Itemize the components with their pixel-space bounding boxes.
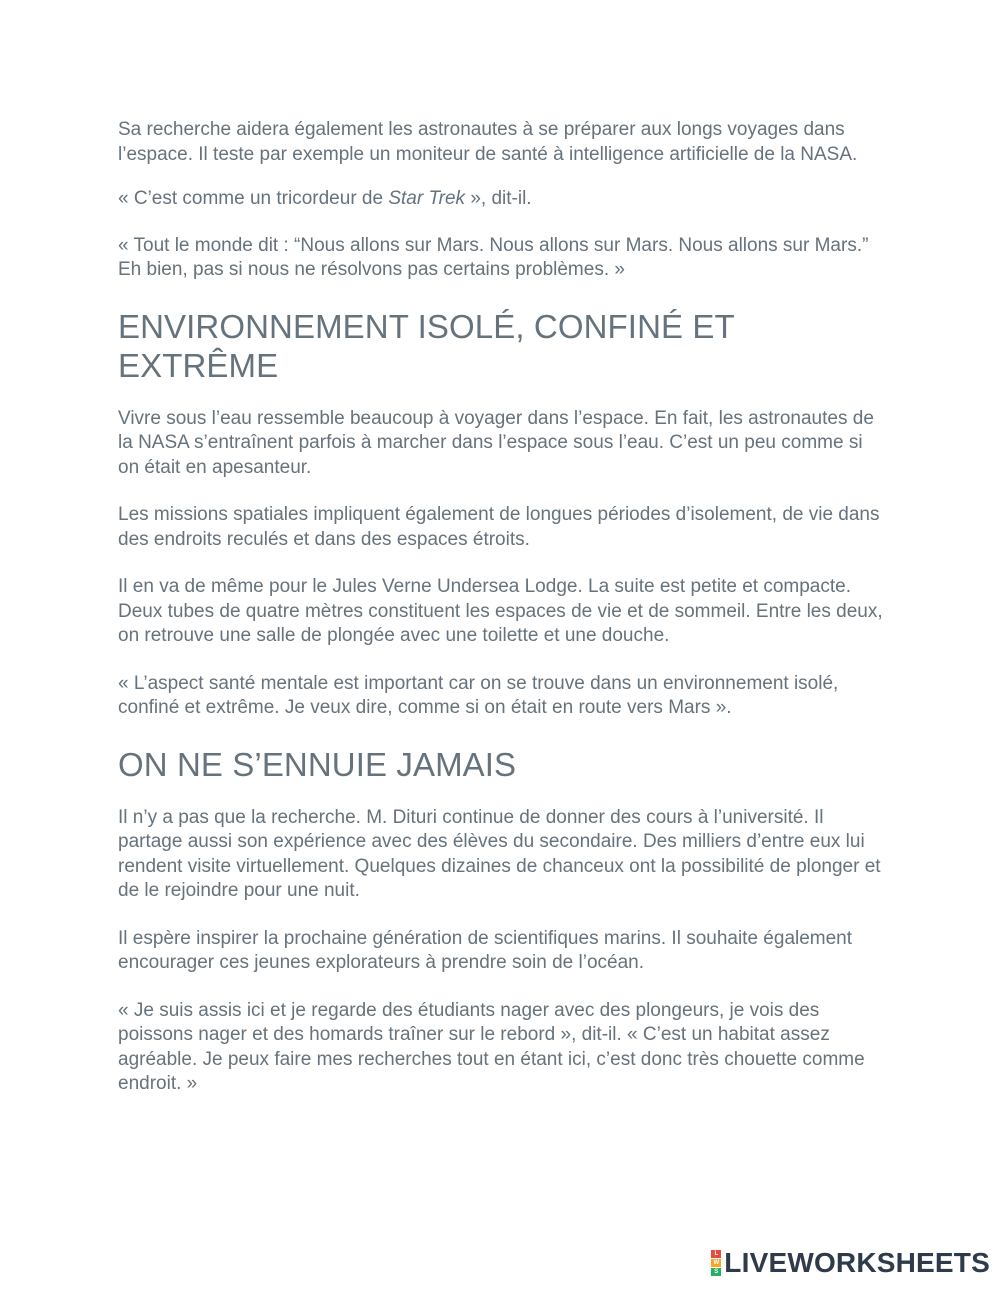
liveworksheets-logo	[711, 1247, 990, 1279]
quote-prefix: « C’est comme un tricordeur de	[118, 188, 389, 209]
paragraph-mars-quote: « Tout le monde dit : “Nous allons sur Mars. Nous allons sur Mars. Nous allons sur Mars.” Eh bien, pas si nous ne résolvons pas certains problèmes. »	[118, 234, 869, 280]
logo-block-l: L	[711, 1250, 721, 1258]
logo-block-w: W	[711, 1259, 721, 1267]
paragraph-inspire: Il espère inspirer la prochaine génération de scientifiques marins. Il souhaite également encourager ces jeunes explorateurs à prendre soin de l’océan.	[118, 927, 853, 973]
logo-text: LIVEWORKSHEETS	[724, 1247, 990, 1278]
paragraph-underwater: Vivre sous l’eau ressemble beaucoup à voyager dans l’espace. En fait, les astronautes de la NASA s’entraînent parfois à marcher dans l’espace sous l’eau. C’est un peu comme si on était en apesanteur.	[118, 407, 874, 478]
quote-suffix: », dit-il.	[465, 188, 532, 209]
logo-block-s: S	[711, 1268, 721, 1276]
star-trek-title: Star Trek	[388, 188, 466, 209]
paragraph-missions: Les missions spatiales impliquent également de longues périodes d’isolement, de vie dans des endroits reculés et dans des espaces étroits.	[118, 504, 880, 550]
paragraph-lodge: Il en va de même pour le Jules Verne Undersea Lodge. La suite est petite et compacte. Deux tubes de quatre mètres constituent les espaces de vie et de sommeil. Entre les deux, on retrouve une salle de plongée avec une toilette et une douche.	[118, 576, 883, 646]
paragraph-mental-health-quote: « L’aspect santé mentale est important car on se trouve dans un environnement isolé, confiné et extrême. Je veux dire, comme si on était en route vers Mars ».	[118, 672, 839, 718]
section-heading-never-bored: ON NE S’ENNUIE JAMAIS	[118, 745, 517, 783]
article	[118, 118, 888, 1117]
logo-mark-icon	[711, 1250, 721, 1276]
paragraph-habitat-quote: « Je suis assis ici et je regarde des étudiants nager avec des plongeurs, je vois des poissons nager et des homards traîner sur le rebord », dit-il. « C’est un habitat assez agréable. Je peux faire mes recherches tout en étant ici, c’est donc très chouette comme endroit. »	[118, 999, 865, 1094]
section-heading-environment: ENVIRONNEMENT ISOLÉ, CONFINÉ ET EXTRÊME	[118, 307, 735, 384]
paragraph-research: Sa recherche aidera également les astronautes à se préparer aux longs voyages dans l’espace. Il teste par exemple un moniteur de santé à intelligence artificielle de la NASA.	[118, 119, 858, 165]
paragraph-star-trek-quote	[118, 187, 888, 212]
paragraph-teaching: Il n’y a pas que la recherche. M. Dituri continue de donner des cours à l’université. Il partage aussi son expérience avec des élèves du secondaire. Des milliers d’entre eux lui rendent visite virtuellement. Quelques dizaines de chanceux ont la possibilité de plonger et de le rejoindre pour une nuit.	[118, 806, 881, 901]
